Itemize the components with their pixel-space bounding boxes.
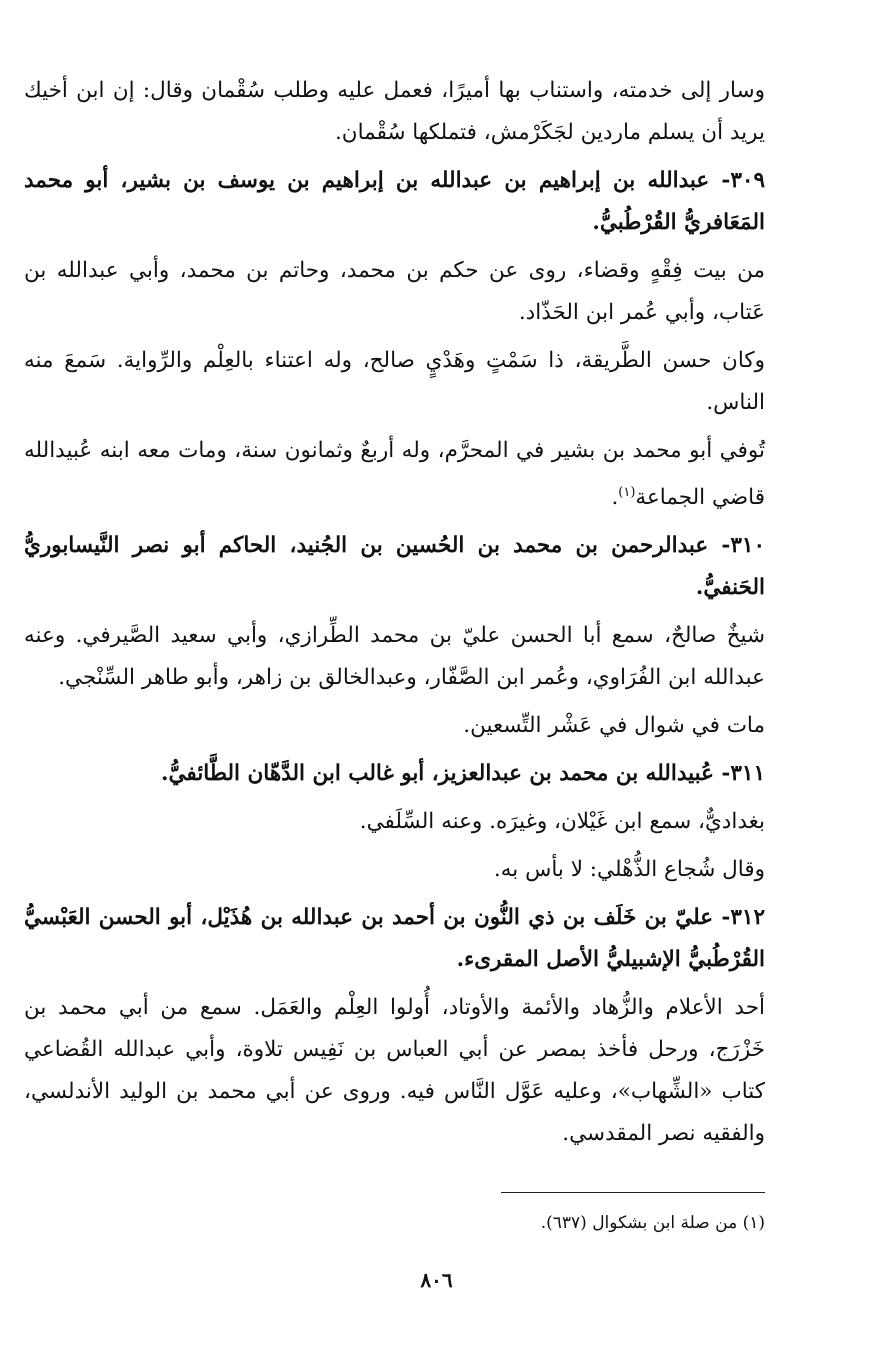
paragraph-309-death-end: . [611, 485, 619, 511]
paragraph-311-teachers: بغداديٌّ، سمع ابن غَيْلان، وغيرَه. وعنه السِّلَفي. [359, 809, 765, 835]
paragraph-309-character: وكان حسن الطَّريقة، ذا سَمْتٍ وهَدْيٍ صالح، وله اعتناء بالعِلْم والرِّواية. سَمعَ منه الناس. [24, 348, 765, 415]
page-number: ٨٠٦ [420, 1268, 453, 1292]
entry-311-heading: ٣١١- عُبيدالله بن محمد بن عبدالعزيز، أبو غالب ابن الدَّهّان الطَّائفيُّ. [161, 761, 765, 787]
footnote: (١) من صلة ابن بشكوال (٦٣٧). [540, 1213, 765, 1233]
paragraph-310-teachers: شيخٌ صالحٌ، سمع أبا الحسن عليّ بن محمد الطِّرازي، وأبي سعيد الصَّيرفي. وعنه عبدالله ابن الفُرَاوي، وعُمر ابن الصَّفّار، وعبدالخالق بن زاهر، وأبو طاهر السِّنْجي. [24, 623, 765, 691]
paragraph-1: وسار إلى خدمته، واستناب بها أميرًا، فعمل عليه وطلب سُقْمان وقال: إن ابن أخيك يريد أن يسلم ماردين لجَكَرْمش، فتملكها سُقْمان. [24, 78, 765, 145]
footnote-separator [501, 1192, 765, 1193]
entry-309-heading: ٣٠٩- عبدالله بن إبراهيم بن عبدالله بن إبراهيم بن يوسف بن بشير، أبو محمد المَعَافريُّ القُرْطُبيُّ. [24, 168, 765, 235]
footnote-reference[interactable]: (١) [618, 485, 636, 500]
paragraph-310-death: مات في شوال في عَشْر التِّسعين. [463, 713, 765, 739]
paragraph-309-teachers: من بيت فِقْهٍ وقضاء، روى عن حكم بن محمد، وحاتم بن محمد، وأبي عبدالله بن عَتاب، وأبي عُمر ابن الحَذّاد. [24, 258, 765, 325]
paragraph-311-assessment: وقال شُجاع الذُّهْلي: لا بأس به. [493, 857, 765, 883]
entry-312-heading: ٣١٢- عليّ بن خَلَف بن ذي النُّون بن أحمد بن عبدالله بن هُذَيْل، أبو الحسن العَبْسيُّ القُرْطُبيُّ الإشبيليُّ الأصل المقرىء. [24, 905, 765, 973]
paragraph-309-death [24, 430, 765, 519]
paragraph-312-biography: أحد الأعلام والزُّهاد والأئمة والأوتاد، أُولوا العِلْم والعَمَل. سمع من أبي محمد بن خَزْرَج، ورحل فأخذ بمصر عن أبي العباس بن نَفِيس تلاوة، وأبي عبدالله القُضاعي كتاب «الشِّهاب»، وعليه عَوَّل النَّاس فيه. وروى عن أبي محمد بن الوليد الأندلسي، والفقيه نصر المقدسي. [24, 995, 765, 1147]
entry-310-heading: ٣١٠- عبدالرحمن بن محمد بن الحُسين بن الجُنيد، الحاكم أبو نصر النَّيسابوريُّ الحَنفيُّ. [24, 533, 765, 601]
paragraph-309-death-text: تُوفي أبو محمد بن بشير في المحرَّم، وله أربعٌ وثمانون سنة، ومات معه ابنه عُبيدالله قاضي الجماعة [24, 438, 765, 511]
